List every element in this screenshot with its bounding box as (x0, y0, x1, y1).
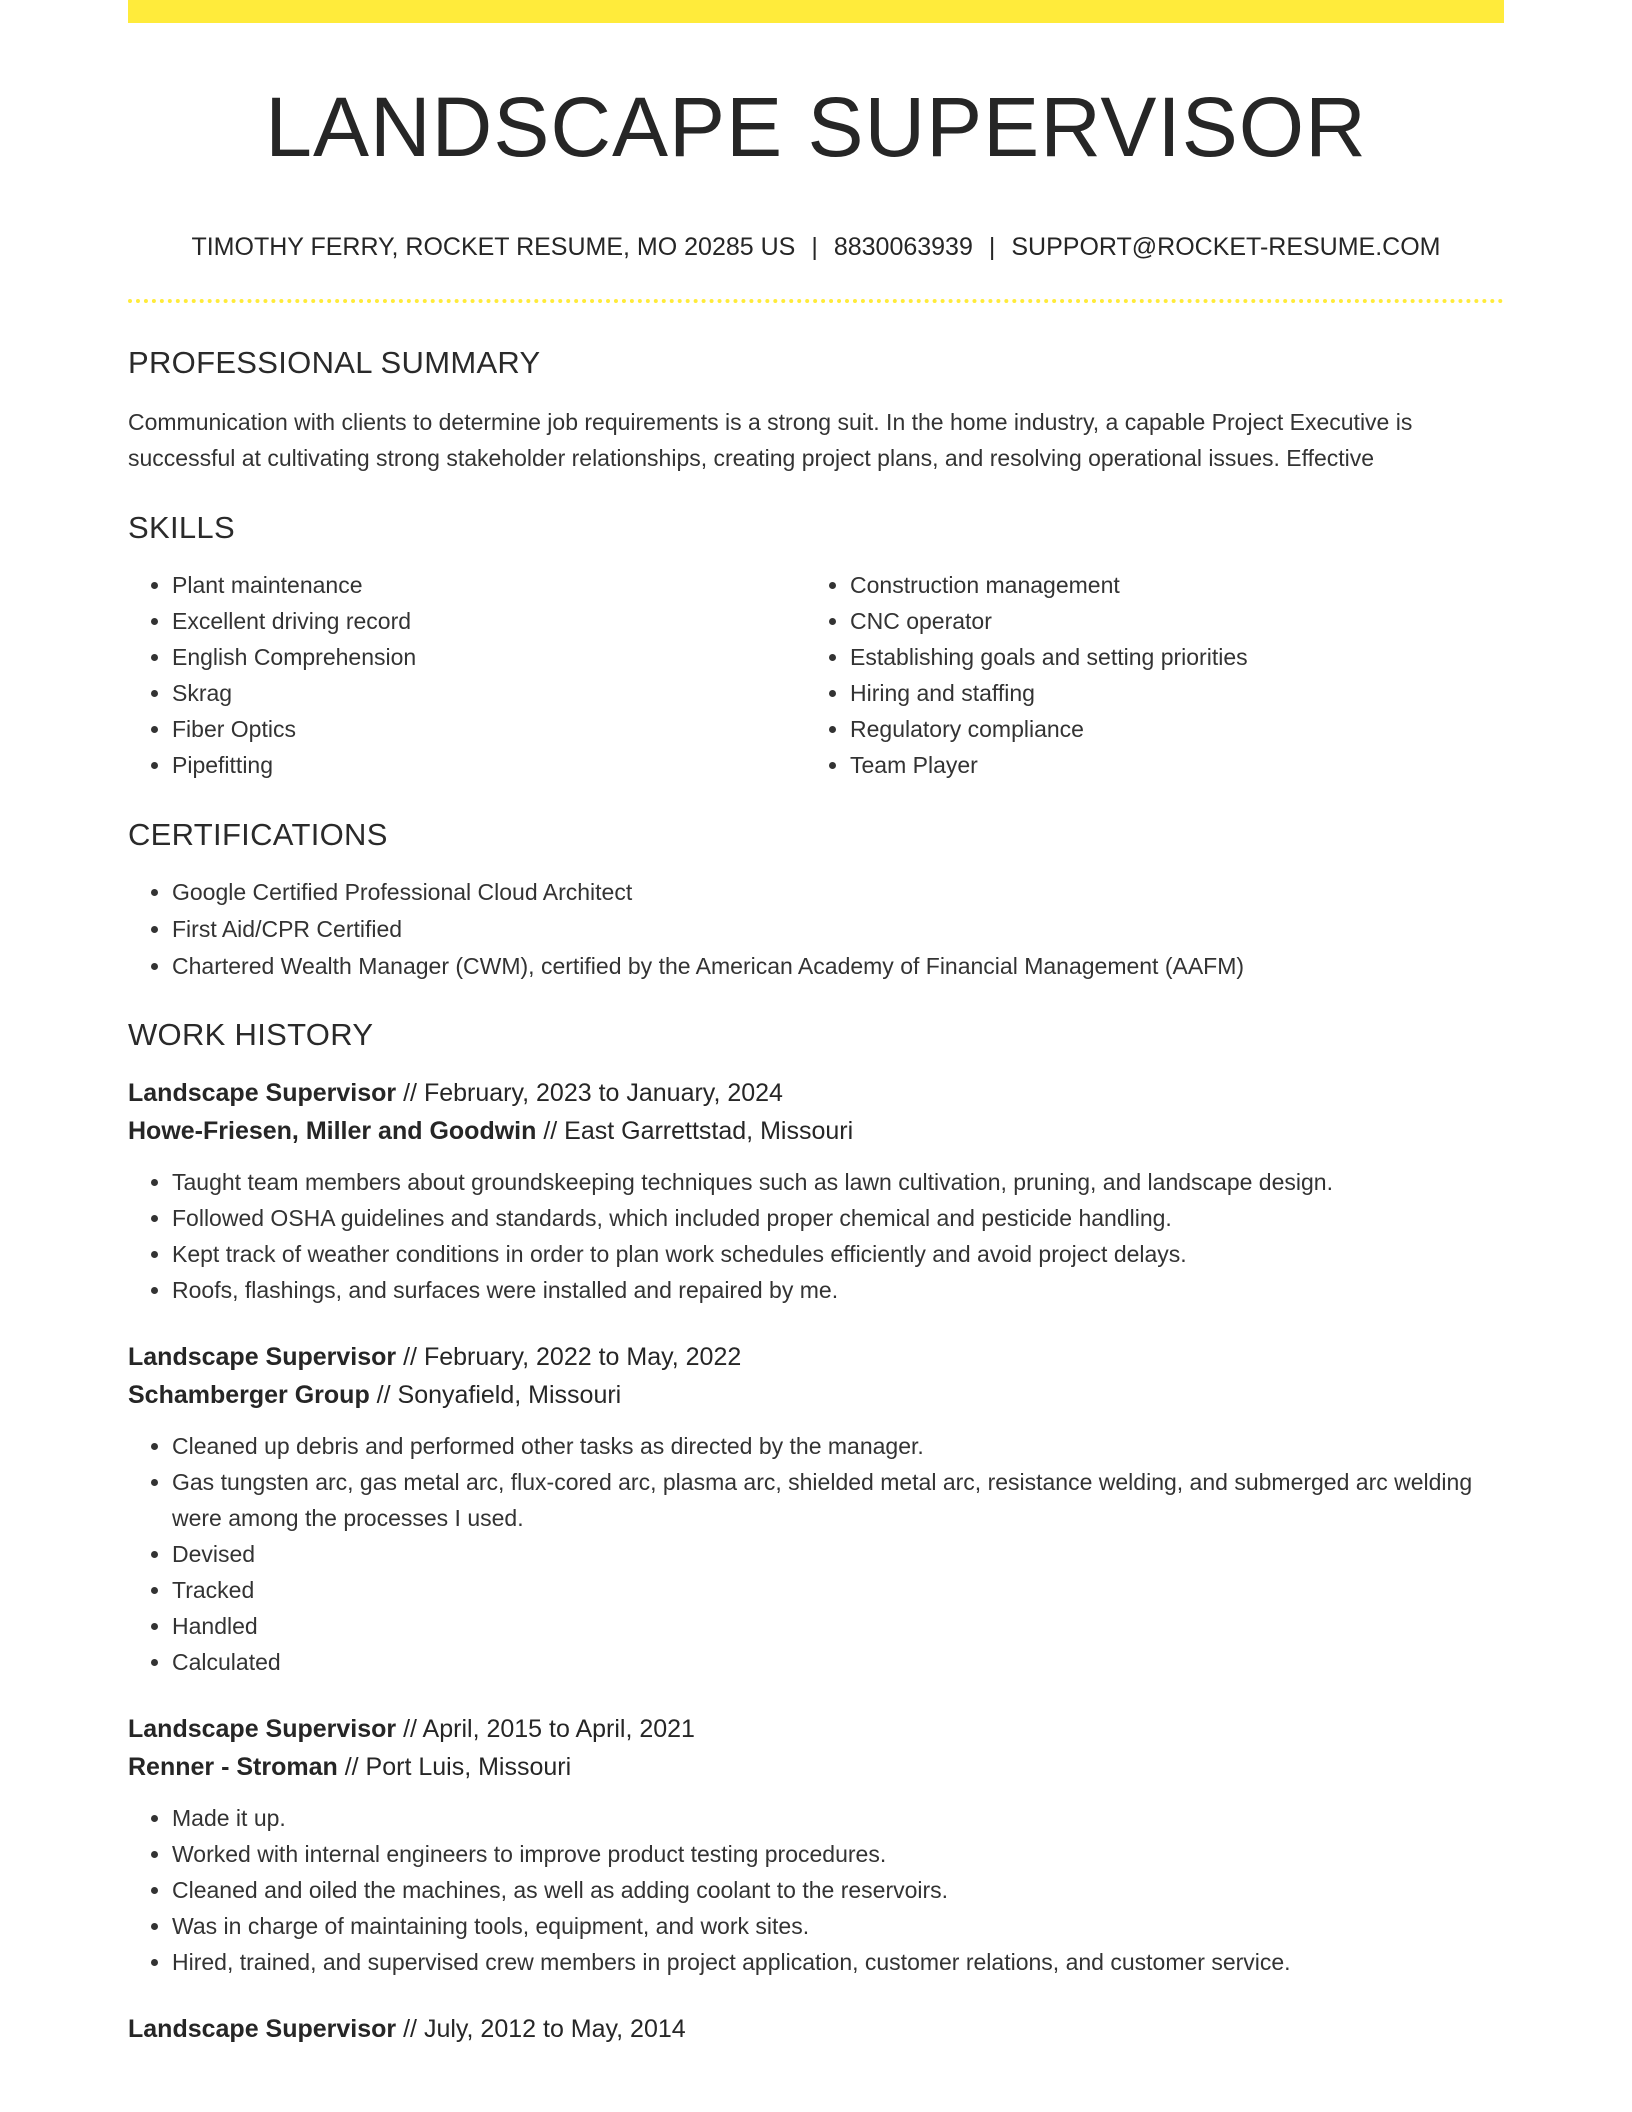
job-company-line (128, 1112, 1504, 1150)
summary-text: Communication with clients to determine job requirements is a strong suit. In the home industry, a capable Project Executive is successful at cultivating strong stakeholder relationships, creating project plans, and resolving operational issues. Effective (128, 409, 1413, 471)
top-accent-bar (128, 0, 1504, 23)
skills-grid (128, 567, 1504, 783)
job-company-line (128, 1376, 1504, 1414)
certification-item: • Google Certified Professional Cloud Architect (172, 874, 1504, 911)
job-bullet: • Cleaned and oiled the machines, as well as adding coolant to the reservoirs. (172, 1872, 1504, 1908)
job-bullet: • Followed OSHA guidelines and standards, which included proper chemical and pesticide handling. (172, 1200, 1504, 1236)
job-role: Landscape Supervisor (128, 1079, 397, 1107)
job-entry (128, 1074, 1504, 1308)
certifications-section (128, 819, 1504, 985)
job-title-line (128, 1338, 1504, 1376)
work-history-section (128, 1019, 1504, 2048)
job-bullet: • Was in charge of maintaining tools, equipment, and work sites. (172, 1908, 1504, 1944)
skill-item: • Skrag (172, 675, 806, 711)
contact-address: TIMOTHY FERRY, ROCKET RESUME, MO 20285 US (191, 233, 796, 261)
skills-heading: SKILLS (128, 510, 235, 545)
skill-item: • Establishing goals and setting priorities (850, 639, 1484, 675)
skill-item: • Regulatory compliance (850, 711, 1484, 747)
job-location: // Sonyafield, Missouri (369, 1381, 622, 1409)
dotted-divider (128, 299, 1504, 303)
job-title-line (128, 2010, 1504, 2048)
skill-item: • Hiring and staffing (850, 675, 1484, 711)
job-title-line (128, 1710, 1504, 1748)
page-title: LANDSCAPE SUPERVISOR (265, 80, 1367, 174)
job-location: // Port Luis, Missouri (337, 1753, 572, 1781)
job-title-line (128, 1074, 1504, 1112)
job-bullet: • Made it up. (172, 1800, 1504, 1836)
skill-item: • Team Player (850, 747, 1484, 783)
summary-section (128, 347, 1504, 476)
job-dates: // February, 2023 to January, 2024 (396, 1079, 783, 1107)
job-bullet: • Calculated (172, 1644, 1504, 1680)
work-history-heading: WORK HISTORY (128, 1017, 374, 1052)
job-dates: // April, 2015 to April, 2021 (396, 1715, 695, 1743)
job-bullet: • Kept track of weather conditions in order to plan work schedules efficiently and avoid project delays. (172, 1236, 1504, 1272)
skill-item: • CNC operator (850, 603, 1484, 639)
summary-heading: PROFESSIONAL SUMMARY (128, 345, 541, 380)
contact-line (128, 235, 1504, 260)
job-role: Landscape Supervisor (128, 2015, 397, 2043)
job-dates: // February, 2022 to May, 2022 (396, 1343, 742, 1371)
job-company: Schamberger Group (128, 1381, 370, 1409)
skill-item: • English Comprehension (172, 639, 806, 675)
job-dates: // July, 2012 to May, 2014 (396, 2015, 686, 2043)
job-company: Howe-Friesen, Miller and Goodwin (128, 1117, 537, 1145)
skills-column-left (128, 567, 806, 783)
job-bullet: • Gas tungsten arc, gas metal arc, flux-cored arc, plasma arc, shielded metal arc, resistance welding, and submerged arc welding were among the processes I used. (172, 1464, 1504, 1536)
job-location: // East Garrettstad, Missouri (536, 1117, 854, 1145)
job-bullet: • Tracked (172, 1572, 1504, 1608)
job-bullet: • Taught team members about groundskeeping techniques such as lawn cultivation, pruning, and landscape design. (172, 1164, 1504, 1200)
contact-separator: | (988, 233, 996, 261)
skill-item: • Excellent driving record (172, 603, 806, 639)
job-entry (128, 2010, 1504, 2048)
contact-email: SUPPORT@ROCKET-RESUME.COM (1011, 233, 1441, 261)
job-entry (128, 1710, 1504, 1980)
certification-item: • First Aid/CPR Certified (172, 911, 1504, 948)
skill-item: • Fiber Optics (172, 711, 806, 747)
job-company-line (128, 1748, 1504, 1786)
certification-item: • Chartered Wealth Manager (CWM), certified by the American Academy of Financial Management (AAFM) (172, 948, 1504, 985)
job-bullet: • Handled (172, 1608, 1504, 1644)
skill-item: • Pipefitting (172, 747, 806, 783)
contact-separator: | (811, 233, 818, 261)
job-bullet: • Cleaned up debris and performed other tasks as directed by the manager. (172, 1428, 1504, 1464)
skills-column-right (806, 567, 1484, 783)
job-role: Landscape Supervisor (128, 1715, 397, 1743)
job-entry (128, 1338, 1504, 1680)
certifications-heading: CERTIFICATIONS (128, 817, 388, 852)
resume-page (128, 0, 1504, 2048)
contact-phone: 8830063939 (833, 233, 973, 261)
job-bullet: • Hired, trained, and supervised crew members in project application, customer relations, and customer service. (172, 1944, 1504, 1980)
skills-section (128, 512, 1504, 783)
job-role: Landscape Supervisor (128, 1343, 397, 1371)
skill-item: • Construction management (850, 567, 1484, 603)
job-bullet: • Devised (172, 1536, 1504, 1572)
job-company: Renner - Stroman (128, 1753, 338, 1781)
job-bullet: • Worked with internal engineers to improve product testing procedures. (172, 1836, 1504, 1872)
job-bullet: • Roofs, flashings, and surfaces were installed and repaired by me. (172, 1272, 1504, 1308)
skill-item: • Plant maintenance (172, 567, 806, 603)
